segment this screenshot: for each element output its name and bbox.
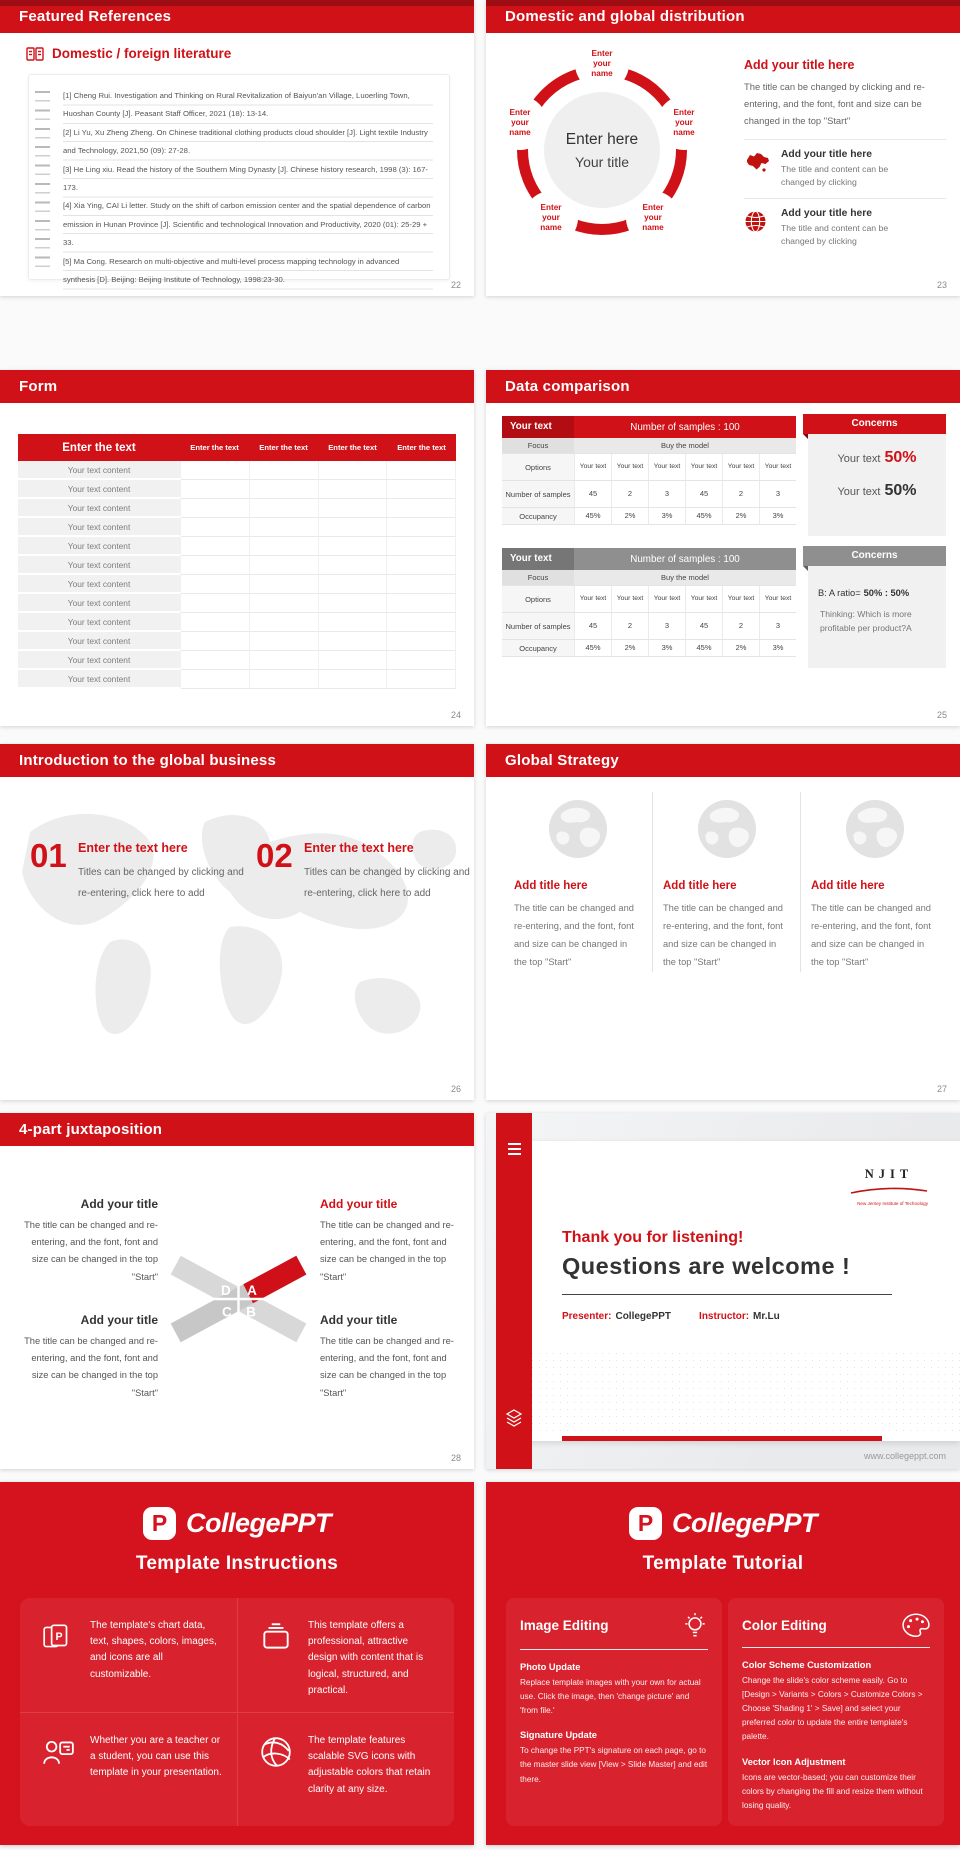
- table-header-cell: Enter the text: [62, 441, 136, 454]
- table-header-cell: Enter the text: [397, 443, 446, 452]
- divider: [742, 1647, 930, 1648]
- table-cell: Your text: [611, 454, 648, 480]
- slide-26-thumbnail[interactable]: [0, 744, 474, 1100]
- thankyou-line2: Questions are welcome !: [562, 1253, 851, 1279]
- section-heading: [26, 46, 231, 61]
- citation: [2] Li Yu, Xu Zheng Zheng. On Chinese traditional clothing products cloud shoulder [J]. Light textile Industry and Technology, 2021,50 (09): 27-28.: [63, 127, 428, 156]
- table-cell: 2: [722, 613, 759, 639]
- citation: [1] Cheng Rui. Investigation and Thinking on Rural Revitalization of Baiyun'an Village, Luoerling Town, Huoshan County [J]. Peasant Staff Officer, 2021 (18): 13-14.: [63, 91, 410, 119]
- table-cell: [387, 670, 456, 689]
- column-title: Add title here: [811, 880, 885, 892]
- table-label: Your text: [502, 548, 574, 570]
- row-label-cell: Your text content: [18, 651, 181, 670]
- column-body: The title can be changed and re-entering, and the font, font and size can be changed in the top "Start": [811, 903, 931, 968]
- website-url: www.collegeppt.com: [863, 1451, 946, 1461]
- card-title: Image Editing: [520, 1618, 609, 1633]
- slide-title: Featured References: [0, 0, 474, 33]
- table-cell: [181, 537, 250, 556]
- table-cell: 3%: [759, 508, 796, 524]
- table-cell: 45%: [574, 640, 611, 656]
- table-cell: [319, 556, 388, 575]
- quadrant-top-left: Add your title The title can be changed and re-entering, and the font, font and size can be changed in the top "Start": [24, 1197, 158, 1282]
- table-cell: [181, 461, 250, 480]
- row-label-cell: Your text content: [18, 632, 181, 651]
- table-cell: Your text: [574, 586, 611, 612]
- logo-swoosh: [849, 1187, 929, 1195]
- university-logo: [846, 1167, 932, 1207]
- quadrant-bottom-right: Add your title The title can be changed and re-entering, and the font, font and size can be changed in the top "Start": [320, 1313, 454, 1398]
- concerns-body: [808, 434, 946, 536]
- panel-title: Template Instructions: [135, 1553, 339, 1574]
- table-row: [18, 461, 456, 480]
- instruction-text: The template's chart data, text, shapes, colors, images, and icons are all customizable.: [90, 1620, 217, 1680]
- section-body: Replace template images with your own for actual use. Click the image, then 'change picture' and 'from file.': [520, 1678, 701, 1716]
- table-cell: [250, 537, 319, 556]
- table-header-row: [18, 434, 456, 461]
- table-cell: 3: [648, 481, 685, 507]
- strategy-column: [800, 792, 948, 972]
- svg-text:D: D: [221, 1283, 231, 1299]
- university-logo-text: NJIT: [864, 1167, 914, 1181]
- china-map-icon: [744, 149, 772, 179]
- slide-title: Form: [0, 370, 474, 403]
- lightbulb-icon: [682, 1612, 708, 1640]
- section-subtitle: Photo Update: [520, 1662, 581, 1672]
- layers-icon: [505, 1409, 523, 1429]
- brand-logo: [486, 1482, 960, 1540]
- section-body: Change the slide's color scheme easily. Go to [Design > Variants > Colors > Customize Colors > Choose 'Shading 1' > Save] and select your preferred color to update the entire template's palette.: [742, 1676, 923, 1742]
- table-cell: 3%: [759, 640, 796, 656]
- table-cell: [387, 575, 456, 594]
- table-cell: [250, 480, 319, 499]
- table-row: Options Your text Your text Your text Your text Your text Your text: [502, 454, 796, 481]
- table-cell: [181, 556, 250, 575]
- table-cell: [250, 651, 319, 670]
- table-row: [18, 575, 456, 594]
- slide-24-thumbnail[interactable]: [0, 370, 474, 726]
- table-cell: [250, 499, 319, 518]
- column-body: The title can be changed and re-entering, and the font, font and size can be changed in the top "Start": [663, 903, 783, 968]
- globe-icon: [844, 798, 906, 860]
- table-row: [18, 556, 456, 575]
- teacher-icon: [40, 1733, 78, 1818]
- table-cell: 3: [759, 613, 796, 639]
- column-body: The title can be changed by clicking and re-entering, and the font, font and size can be changed in the top "Start": [744, 81, 925, 126]
- step-title: Enter the text here: [78, 841, 188, 855]
- table-cell: [319, 575, 388, 594]
- table-cell: [181, 518, 250, 537]
- slide-23-thumbnail[interactable]: [486, 0, 960, 296]
- slide-thankyou-thumbnail[interactable]: [486, 1113, 960, 1469]
- table-cell: [319, 613, 388, 632]
- divider: [744, 198, 946, 199]
- palette-icon: [902, 1612, 930, 1638]
- slide-22-thumbnail[interactable]: [0, 0, 474, 296]
- university-logo-subtext: New Jersey Institute of Technology: [857, 1201, 928, 1206]
- table-title-bar: [502, 416, 796, 438]
- side-bar: [496, 1113, 532, 1469]
- table-cell: [387, 613, 456, 632]
- table-cell: [181, 480, 250, 499]
- crop-strip: [486, 0, 960, 6]
- table-cell: [181, 670, 250, 689]
- table-cell: [319, 670, 388, 689]
- page-number: 24: [450, 710, 461, 720]
- table-row: [18, 651, 456, 670]
- slide-title: Global Strategy: [486, 744, 960, 777]
- table-cell: [387, 461, 456, 480]
- card-header: [742, 1612, 930, 1638]
- table-row: [18, 632, 456, 651]
- table-title: Number of samples : 100: [630, 553, 740, 565]
- table-cell: [319, 594, 388, 613]
- table-header-cell: Enter the text: [328, 443, 377, 452]
- table-cell: 2: [611, 613, 648, 639]
- table-row: Number of samples 45 2 3 45 2 3: [502, 613, 796, 640]
- table-cell: 2: [722, 481, 759, 507]
- table-cell: [250, 594, 319, 613]
- table-cell: [387, 537, 456, 556]
- page-number: 25: [936, 710, 947, 720]
- brand-logo: [0, 1482, 474, 1540]
- instruction-text: The template features scalable SVG icons with adjustable colors that retain clarity at any size.: [308, 1735, 431, 1795]
- cycle-diagram: [502, 50, 702, 250]
- book-icon: [26, 47, 44, 61]
- svg-text:A: A: [247, 1283, 257, 1299]
- table-cell: [250, 632, 319, 651]
- item-body: The title and content can be changed by clicking: [781, 163, 889, 187]
- concerns-box-1: [808, 414, 946, 536]
- collegeppt-logo-icon: P: [629, 1507, 662, 1540]
- thinking-line: Thinking: Which is more profitable per product?A: [820, 609, 912, 633]
- list-item: [744, 208, 946, 248]
- table-cell: Your text: [685, 586, 722, 612]
- step-number: 01: [30, 837, 67, 874]
- step-body: Titles can be changed by clicking and re-entering, click here to add: [78, 867, 244, 899]
- table-cell: 3%: [648, 640, 685, 656]
- table-cell: [319, 632, 388, 651]
- table-cell: Your text: [611, 586, 648, 612]
- section-heading-label: Domestic / foreign literature: [52, 46, 232, 61]
- table-cell: 2%: [722, 640, 759, 656]
- diagram-node: Enter your name: [524, 191, 578, 245]
- table-cell: Your text: [574, 454, 611, 480]
- thankyou-text: [562, 1229, 892, 1322]
- section-subtitle: Color Scheme Customization: [742, 1660, 872, 1670]
- table-row: Occupancy 45% 2% 3% 45% 2% 3%: [502, 640, 796, 657]
- table-header-cell: Enter the text: [190, 443, 239, 452]
- table-cell: [181, 499, 250, 518]
- table-row: [18, 480, 456, 499]
- table-label: Your text: [502, 416, 574, 438]
- step-title: Enter the text here: [304, 841, 414, 855]
- row-label-cell: Your text content: [18, 594, 181, 613]
- diagram-center-subtitle: Your title: [575, 153, 629, 170]
- page-number: 26: [450, 1084, 461, 1094]
- table-header-cell: Enter the text: [259, 443, 308, 452]
- ball-icon: [258, 1733, 296, 1818]
- slide-title: 4-part juxtaposition: [0, 1113, 474, 1146]
- citation-list: [63, 87, 433, 296]
- instructions-grid: [20, 1598, 454, 1826]
- table-cell: 2: [611, 481, 648, 507]
- instruction-text: Whether you are a teacher or a student, you can use this template in your presentation.: [90, 1735, 222, 1779]
- diagram-node: Enter your name: [626, 191, 680, 245]
- collegeppt-logo-text: CollegePPT: [185, 1508, 332, 1538]
- instruction-text: This template offers a professional, attractive design with content that is logical, structured, and practical.: [308, 1620, 424, 1696]
- panel-title: Template Tutorial: [642, 1553, 804, 1574]
- ribbon-header: Concerns: [803, 546, 946, 566]
- row-label-cell: Your text content: [18, 556, 181, 575]
- collegeppt-logo-icon: P: [143, 1507, 176, 1540]
- ratio-line: B: A ratio= 50% : 50%: [818, 588, 910, 598]
- diagram-center: [544, 92, 660, 208]
- table-cell: [387, 556, 456, 575]
- slide-title: Introduction to the global business: [0, 744, 474, 777]
- slides-icon: [40, 1618, 78, 1704]
- table-title: Number of samples : 100: [630, 421, 740, 433]
- table-row: [18, 594, 456, 613]
- section-subtitle: Vector Icon Adjustment: [742, 1756, 846, 1767]
- diagram-center-title: Enter here: [565, 130, 639, 148]
- table-cell: [319, 499, 388, 518]
- table-cell: Your text: [759, 586, 796, 612]
- table-cell: Your text: [722, 586, 759, 612]
- table-cell: [181, 651, 250, 670]
- stat-line: Your text 50%: [837, 482, 917, 499]
- item-title: Add your title here: [781, 207, 872, 219]
- form-table: [18, 434, 456, 689]
- ribbon-header: Concerns: [803, 414, 946, 434]
- table-cell: Your text: [722, 454, 759, 480]
- table-row: Options Your text Your text Your text Your text Your text Your text: [502, 586, 796, 613]
- accent-strip: [562, 1436, 882, 1441]
- world-map-background: [0, 777, 474, 1100]
- table-cell: 3%: [648, 508, 685, 524]
- diagram-node: Enter your name: [575, 37, 629, 91]
- right-column: [744, 58, 946, 248]
- instruction-item: [237, 1712, 454, 1826]
- table-row: Number of samples 45 2 3 45 2 3: [502, 481, 796, 508]
- slide-27-thumbnail[interactable]: [486, 744, 960, 1100]
- step-text: [304, 841, 474, 904]
- table-cell: 45: [685, 613, 722, 639]
- concerns-box-2: [808, 546, 946, 668]
- table-cell: 45%: [574, 508, 611, 524]
- table-cell: [250, 613, 319, 632]
- table-cell: [250, 575, 319, 594]
- table-cell: 45: [685, 481, 722, 507]
- thankyou-card: [522, 1141, 960, 1441]
- table-cell: [250, 670, 319, 689]
- table-cell: [250, 461, 319, 480]
- table-cell: 45%: [685, 508, 722, 524]
- diagram-node: Enter your name: [657, 96, 711, 150]
- collegeppt-logo-text: CollegePPT: [671, 1508, 818, 1538]
- table-cell: [319, 480, 388, 499]
- column-body: The title can be changed and re-entering, and the font, font and size can be changed in the top "Start": [514, 903, 634, 968]
- row-label-cell: Your text content: [18, 518, 181, 537]
- svg-text:B: B: [246, 1304, 256, 1320]
- quadrant-top-right: Add your title The title can be changed and re-entering, and the font, font and size can be changed in the top "Start": [320, 1197, 454, 1282]
- table-cell: [181, 632, 250, 651]
- table-title-bar: [502, 548, 796, 570]
- table-cell: 3: [648, 613, 685, 639]
- strategy-column: [652, 792, 800, 972]
- step-number: 02: [256, 837, 293, 874]
- table-cell: [319, 461, 388, 480]
- list-item: [744, 149, 946, 189]
- page-number: 22: [450, 280, 461, 290]
- divider: [520, 1649, 708, 1650]
- table-cell: [181, 594, 250, 613]
- row-label-cell: Your text content: [18, 480, 181, 499]
- item-title: Add your title here: [781, 148, 872, 160]
- briefcase-icon: [258, 1618, 296, 1704]
- table-cell: 45: [574, 613, 611, 639]
- table-cell: 2%: [611, 508, 648, 524]
- table-cell: 3: [759, 481, 796, 507]
- row-label-cell: Your text content: [18, 575, 181, 594]
- instruction-item: [20, 1712, 237, 1826]
- table-row: Focus Buy the model: [502, 438, 796, 454]
- svg-text:P: P: [55, 1631, 63, 1644]
- table-cell: 45%: [685, 640, 722, 656]
- x-ribbon-graphic: [166, 1249, 311, 1349]
- citation: [4] Xia Ying, CAI Li letter. Study on the shift of carbon emission center and the spatial dependence of carbon emission in Hunan Province [J]. Scientific and technological Innovation and Productivity, 2020 (01): 25-29 + 33.: [63, 201, 431, 248]
- divider: [562, 1294, 892, 1295]
- literature-card: [28, 74, 450, 285]
- table-cell: 2%: [722, 508, 759, 524]
- table-cell: Your text: [648, 454, 685, 480]
- table-cell: [181, 575, 250, 594]
- table-row: [18, 499, 456, 518]
- page-number: 28: [450, 1453, 461, 1463]
- table-row: [18, 670, 456, 689]
- table-cell: [319, 518, 388, 537]
- tutorial-panel: [486, 1482, 960, 1845]
- slide-28-thumbnail[interactable]: [0, 1113, 474, 1469]
- strategy-column: [504, 792, 652, 972]
- section-body: Icons are vector-based; you can customize their colors by changing the fill and resize them without losing quality.: [742, 1772, 923, 1810]
- table-cell: 2%: [611, 640, 648, 656]
- section-subtitle: Signature Update: [520, 1730, 597, 1741]
- globe-icon: [696, 798, 758, 860]
- table-cell: [250, 556, 319, 575]
- table-cell: Your text: [685, 454, 722, 480]
- instruction-item: [20, 1598, 237, 1712]
- table-cell: [387, 594, 456, 613]
- step-text: [78, 841, 250, 904]
- list-markers: [35, 91, 50, 267]
- row-label-cell: Your text content: [18, 670, 181, 689]
- table-cell: [387, 518, 456, 537]
- card-header: [520, 1612, 708, 1640]
- column-title: Add your title here: [744, 58, 855, 72]
- table-cell: 45: [574, 481, 611, 507]
- table-cell: [387, 480, 456, 499]
- thankyou-line1: Thank you for listening!: [562, 1229, 744, 1246]
- comparison-table-2: [502, 548, 796, 657]
- svg-text:C: C: [222, 1304, 232, 1320]
- column-title: Add title here: [663, 880, 737, 892]
- item-body: The title and content can be changed by clicking: [781, 222, 889, 246]
- section-body: To change the PPT's signature on each page, go to the master slide view [View > Slide Master] and edit there.: [520, 1746, 708, 1784]
- menu-icon: [508, 1143, 521, 1158]
- divider: [744, 139, 946, 140]
- quadrant-bottom-left: Add your title The title can be changed and re-entering, and the font, font and size can be changed in the top "Start": [24, 1313, 158, 1398]
- row-label-cell: Your text content: [18, 461, 181, 480]
- table-cell: [181, 613, 250, 632]
- crop-strip: [0, 0, 474, 6]
- row-label-cell: Your text content: [18, 613, 181, 632]
- credits-row: Presenter: CollegePPT Instructor: Mr.Lu: [562, 1311, 780, 1322]
- table-cell: [250, 518, 319, 537]
- citation: [5] Ma Cong. Research on multi-objective and multi-level process mapping technology in advanced synthesis [D]. Beijing: Beijing Institute of Technology, 1998:23-30.: [63, 256, 400, 285]
- stat-line: Your text 50%: [837, 449, 917, 466]
- concerns-body: [808, 566, 946, 668]
- table-body: [18, 461, 456, 689]
- table-cell: [387, 499, 456, 518]
- strategy-columns: [504, 792, 950, 972]
- page-number: 27: [936, 1084, 947, 1094]
- table-row: [18, 613, 456, 632]
- table-row: Occupancy 45% 2% 3% 45% 2% 3%: [502, 508, 796, 525]
- table-row: [18, 518, 456, 537]
- comparison-table-1: [502, 416, 796, 525]
- row-label-cell: Your text content: [18, 537, 181, 556]
- step-body: Titles can be changed by clicking and re-entering, click here to add: [304, 867, 470, 899]
- table-cell: [387, 651, 456, 670]
- table-cell: [319, 651, 388, 670]
- instruction-item: [237, 1598, 454, 1712]
- slide-title: Data comparison: [486, 370, 960, 403]
- globe-icon: [744, 208, 772, 238]
- table-cell: [319, 537, 388, 556]
- globe-icon: [547, 798, 609, 860]
- card-title: Color Editing: [742, 1618, 827, 1633]
- table-cell: [387, 632, 456, 651]
- tutorial-card-color-editing: [728, 1598, 944, 1826]
- table-row: Focus Buy the model: [502, 570, 796, 586]
- wireframe-terrain: [522, 1350, 960, 1435]
- row-label-cell: Your text content: [18, 499, 181, 518]
- tutorial-card-image-editing: [506, 1598, 722, 1826]
- diagram-node: Enter your name: [493, 96, 547, 150]
- table-cell: Your text: [759, 454, 796, 480]
- column-title: Add title here: [514, 880, 588, 892]
- slide-25-thumbnail[interactable]: [486, 370, 960, 726]
- table-cell: Your text: [648, 586, 685, 612]
- instructions-panel: [0, 1482, 474, 1845]
- table-row: [18, 537, 456, 556]
- citation: [3] He Ling xiu. Read the history of the Southern Ming Dynasty [J]. Chinese history research, 1998 (3): 167-173.: [63, 164, 428, 193]
- page-number: 23: [936, 280, 947, 290]
- slide-title: Domestic and global distribution: [486, 0, 960, 33]
